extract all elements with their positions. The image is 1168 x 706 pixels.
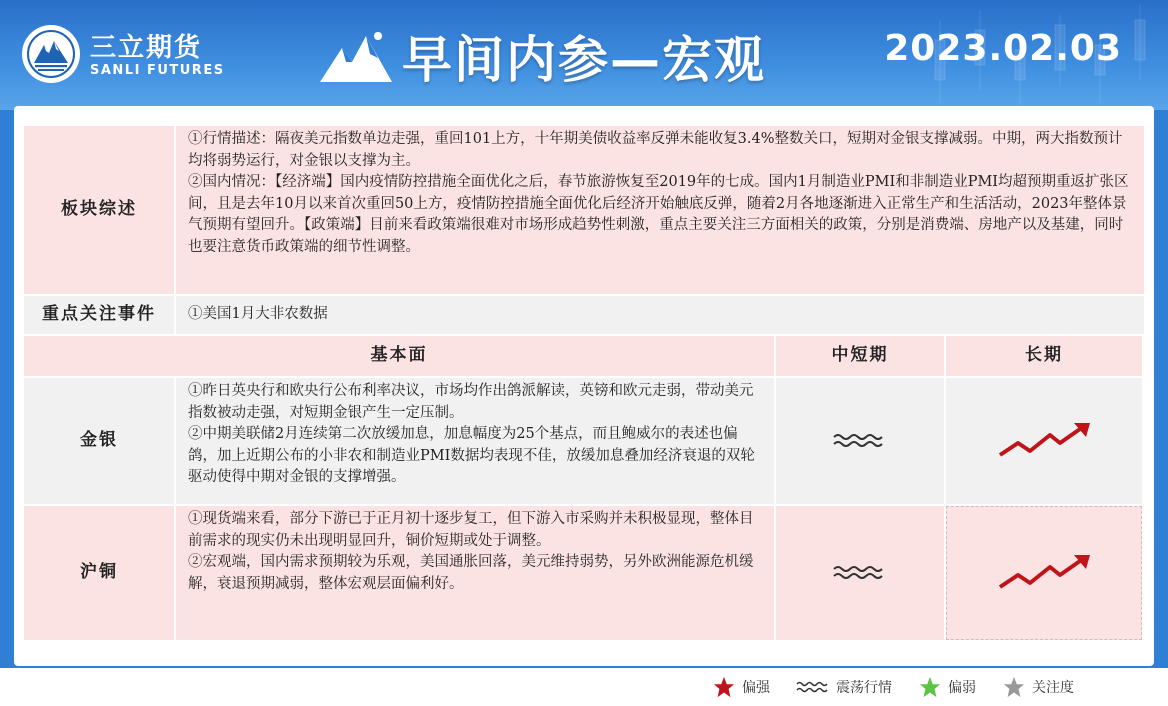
row-label-gold-silver: 金银: [24, 378, 174, 504]
table-row-gold-silver: [24, 378, 1144, 504]
summary-paragraph-2: ②国内情况：【经济端】国内疫情防控措施全面优化之后，春节旅游恢复至2019年的七成。国内1月制造业PMI和非制造业PMI均超预期重返扩张区间，且是去年10月以来首次重回50上方，疫情防控措施全面优化后经济开始触底反弹，随着2月各地逐渐进入正常生产和生活活动，2023年整体景气预期有望回升。【政策端】目前来看政策端很难对市场形成趋势性刺激，重点主要关注三方面相关的政策，分别是消费端、房地产以及基建，同时也要注意货币政策端的细节性调整。: [188, 174, 1129, 255]
report-table: [24, 126, 1144, 642]
copper-paragraph-1: ①现货端来看，部分下游已于正月初十逐步复工，但下游入市采购并未积极显现，整体目前需求的现实仍未出现明显回升，铜价短期或处于调整。: [188, 511, 754, 549]
gold-silver-paragraph-2: ②中期美联储2月连续第二次放缓加息，加息幅度为25个基点，而且鲍威尔的表述也偏鸽，加上近期公布的小非农和制造业PMI数据均表现不佳，放缓加息叠加经济衰退的双轮驱动使得中期对金银的支撑增强。: [188, 426, 755, 485]
copper-short-mid-cell: [776, 506, 944, 640]
summary-label: 板块综述: [24, 126, 174, 294]
summary-row: [24, 126, 1144, 294]
brand-name-en: SANLI FUTURES: [90, 63, 225, 78]
mountain-title-icon: [318, 28, 394, 86]
copper-long-cell: [946, 506, 1142, 640]
legend-label-strong: 偏强: [742, 680, 770, 696]
events-row: [24, 296, 1144, 334]
brand-name-cn: 三立期货: [90, 33, 203, 63]
page-title: 早间内参—宏观: [402, 31, 766, 89]
row-text-gold-silver: [176, 378, 774, 504]
gold-silver-short-mid-cell: [776, 378, 944, 504]
wave-icon: [832, 432, 888, 450]
uptrend-arrow-icon: [996, 553, 1092, 593]
header-banner: [0, 0, 1168, 110]
row-text-copper: [176, 506, 774, 640]
legend-item-weak: [918, 676, 976, 698]
summary-text: [176, 126, 1144, 294]
legend-item-strong: [712, 676, 770, 698]
legend-label-watch: 关注度: [1032, 680, 1074, 696]
legend: [686, 674, 1074, 700]
column-header-long: 长期: [946, 336, 1142, 376]
row-label-copper: 沪铜: [24, 506, 174, 640]
column-header-short-mid: 中短期: [776, 336, 944, 376]
wave-icon: [832, 564, 888, 582]
grey-star-icon: [1002, 676, 1026, 698]
events-label: 重点关注事件: [24, 296, 174, 334]
copper-paragraph-2: ②宏观端，国内需求预期较为乐观，美国通胀回落，美元维持弱势，另外欧洲能源危机缓解，衰退预期减弱，整体宏观层面偏利好。: [188, 554, 754, 592]
company-logo: [22, 25, 80, 83]
wave-icon: [796, 680, 830, 694]
gold-silver-paragraph-1: ①昨日英央行和欧央行公布利率决议，市场均作出鸽派解读，英镑和欧元走弱，带动美元指数被动走强，对短期金银产生一定压制。: [188, 383, 754, 421]
gold-silver-long-cell: [946, 378, 1142, 504]
report-date: 2023.02.03: [884, 28, 1122, 69]
legend-label-weak: 偏弱: [948, 680, 976, 696]
table-row-copper: [24, 506, 1144, 640]
column-header-row: [24, 336, 1144, 376]
report-card: [14, 106, 1154, 666]
events-text: ①美国1月大非农数据: [176, 296, 1144, 334]
red-star-icon: [712, 676, 736, 698]
summary-paragraph-1: ①行情描述：隔夜美元指数单边走强，重回101上方，十年期美债收益率反弹未能收复3.4%整数关口，短期对金银支撑减弱。中期，两大指数预计均将弱势运行，对金银以支撑为主。: [188, 131, 1123, 169]
legend-item-watch: [1002, 676, 1074, 698]
mountain-logo-icon: [26, 29, 76, 79]
legend-label-range: 震荡行情: [836, 680, 892, 696]
legend-item-range: [796, 677, 892, 697]
column-header-fundamental: 基本面: [24, 336, 774, 376]
green-star-icon: [918, 676, 942, 698]
uptrend-arrow-icon: [996, 421, 1092, 461]
